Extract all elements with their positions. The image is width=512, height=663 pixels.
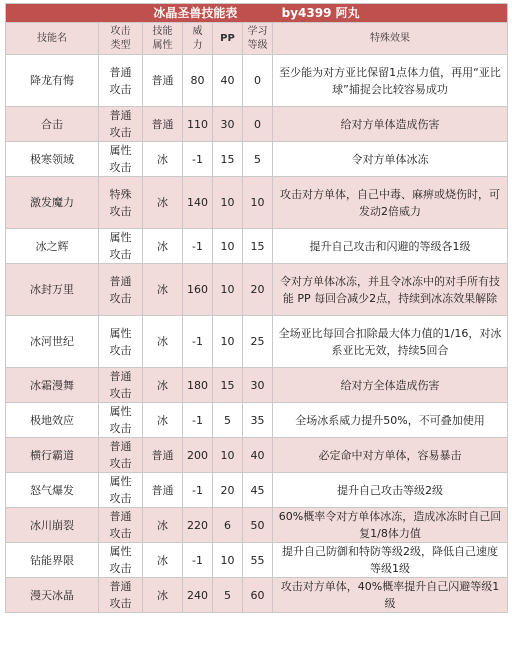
skill-category: 普通 攻击	[99, 368, 143, 403]
table-row	[6, 142, 508, 177]
skill-level: 20	[243, 264, 273, 316]
table-row	[6, 264, 508, 316]
skill-pp: 5	[213, 578, 243, 613]
skill-effect: 攻击对方单体，40%概率提升自己闪避等级1级	[273, 578, 508, 613]
skill-power: 160	[183, 264, 213, 316]
skill-name: 激发魔力	[6, 177, 99, 229]
skill-pp: 15	[213, 368, 243, 403]
skill-level: 50	[243, 508, 273, 543]
skill-power: -1	[183, 403, 213, 438]
skill-category: 属性 攻击	[99, 229, 143, 264]
skill-power: 240	[183, 578, 213, 613]
skill-effect: 提升自己防御和特防等级2级，降低自己速度等级1级	[273, 543, 508, 578]
skill-category: 普通 攻击	[99, 107, 143, 142]
skill-level: 60	[243, 578, 273, 613]
skill-category: 属性 攻击	[99, 316, 143, 368]
skill-pp: 10	[213, 316, 243, 368]
skill-name: 合击	[6, 107, 99, 142]
skill-name: 冰霜漫舞	[6, 368, 99, 403]
table-row	[6, 368, 508, 403]
skill-element: 普通	[143, 55, 183, 107]
skill-name: 冰之辉	[6, 229, 99, 264]
table-row	[6, 229, 508, 264]
skill-category: 普通 攻击	[99, 508, 143, 543]
table-row	[6, 55, 508, 107]
title-row	[6, 4, 508, 23]
skill-level: 35	[243, 403, 273, 438]
skill-table	[5, 3, 508, 613]
skill-level: 15	[243, 229, 273, 264]
header-effect: 特殊效果	[273, 23, 508, 55]
table-row	[6, 543, 508, 578]
skill-category: 特殊 攻击	[99, 177, 143, 229]
table-author: by4399 阿丸	[281, 6, 360, 20]
skill-power: 80	[183, 55, 213, 107]
skill-name: 怒气爆发	[6, 473, 99, 508]
skill-power: 200	[183, 438, 213, 473]
table-row	[6, 473, 508, 508]
header-row	[6, 23, 508, 55]
skill-name: 冰川崩裂	[6, 508, 99, 543]
skill-level: 0	[243, 55, 273, 107]
skill-power: -1	[183, 229, 213, 264]
skill-effect: 攻击对方单体，自己中毒、麻痹或烧伤时，可发动2倍威力	[273, 177, 508, 229]
skill-category: 属性 攻击	[99, 403, 143, 438]
skill-name: 漫天冰晶	[6, 578, 99, 613]
skill-element: 普通	[143, 438, 183, 473]
skill-category: 属性 攻击	[99, 142, 143, 177]
skill-category: 普通 攻击	[99, 578, 143, 613]
skill-effect: 给对方全体造成伤害	[273, 368, 508, 403]
header-name: 技能名	[6, 23, 99, 55]
skill-element: 冰	[143, 368, 183, 403]
skill-level: 45	[243, 473, 273, 508]
skill-power: 110	[183, 107, 213, 142]
skill-pp: 40	[213, 55, 243, 107]
skill-element: 冰	[143, 229, 183, 264]
skill-effect: 60%概率令对方单体冰冻，造成冰冻时自己回复1/8体力值	[273, 508, 508, 543]
table-row	[6, 508, 508, 543]
skill-effect: 令对方单体冰冻，并且令冰冻中的对手所有技能 PP 每回合减少2点，持续到冰冻效果解除	[273, 264, 508, 316]
header-category: 攻击 类型	[99, 23, 143, 55]
skill-level: 25	[243, 316, 273, 368]
skill-effect: 全场亚比每回合扣除最大体力值的1/16，对冰系亚比无效，持续5回合	[273, 316, 508, 368]
skill-effect: 给对方单体造成伤害	[273, 107, 508, 142]
skill-category: 属性 攻击	[99, 473, 143, 508]
skill-name: 横行霸道	[6, 438, 99, 473]
skill-pp: 10	[213, 264, 243, 316]
table-row	[6, 578, 508, 613]
skill-category: 属性 攻击	[99, 543, 143, 578]
skill-level: 30	[243, 368, 273, 403]
skill-pp: 5	[213, 403, 243, 438]
skill-element: 冰	[143, 142, 183, 177]
skill-power: -1	[183, 543, 213, 578]
skill-pp: 10	[213, 229, 243, 264]
title-cell	[6, 4, 508, 23]
skill-element: 冰	[143, 316, 183, 368]
skill-power: -1	[183, 142, 213, 177]
skill-pp: 30	[213, 107, 243, 142]
skill-effect: 至少能为对方亚比保留1点体力值，再用“亚比球”捕捉会比较容易成功	[273, 55, 508, 107]
skill-level: 0	[243, 107, 273, 142]
skill-pp: 10	[213, 438, 243, 473]
skill-power: 140	[183, 177, 213, 229]
skill-effect: 令对方单体冰冻	[273, 142, 508, 177]
skill-name: 钻能界限	[6, 543, 99, 578]
header-element: 技能 属性	[143, 23, 183, 55]
skill-element: 普通	[143, 107, 183, 142]
skill-name: 冰封万里	[6, 264, 99, 316]
table-row	[6, 316, 508, 368]
skill-category: 普通 攻击	[99, 264, 143, 316]
skill-effect: 提升自己攻击等级2级	[273, 473, 508, 508]
skill-element: 冰	[143, 264, 183, 316]
skill-effect: 全场冰系威力提升50%，不可叠加使用	[273, 403, 508, 438]
skill-level: 10	[243, 177, 273, 229]
skill-name: 冰河世纪	[6, 316, 99, 368]
header-level: 学习 等级	[243, 23, 273, 55]
skill-pp: 20	[213, 473, 243, 508]
table-row	[6, 403, 508, 438]
skill-name: 降龙有悔	[6, 55, 99, 107]
table-title: 冰晶圣兽技能表	[153, 6, 238, 20]
skill-table-container	[5, 3, 507, 613]
skill-category: 普通 攻击	[99, 55, 143, 107]
skill-element: 冰	[143, 403, 183, 438]
table-row	[6, 107, 508, 142]
skill-effect: 提升自己攻击和闪避的等级各1级	[273, 229, 508, 264]
skill-level: 5	[243, 142, 273, 177]
skill-name: 极地效应	[6, 403, 99, 438]
skill-effect: 必定命中对方单体，容易暴击	[273, 438, 508, 473]
table-row	[6, 438, 508, 473]
skill-pp: 10	[213, 177, 243, 229]
skill-power: -1	[183, 473, 213, 508]
skill-power: -1	[183, 316, 213, 368]
skill-element: 冰	[143, 543, 183, 578]
skill-pp: 15	[213, 142, 243, 177]
skill-element: 普通	[143, 473, 183, 508]
skill-power: 180	[183, 368, 213, 403]
skill-level: 40	[243, 438, 273, 473]
skill-name: 极寒领域	[6, 142, 99, 177]
skill-element: 冰	[143, 578, 183, 613]
skill-level: 55	[243, 543, 273, 578]
skill-element: 冰	[143, 177, 183, 229]
header-pp: PP	[213, 23, 243, 55]
skill-pp: 6	[213, 508, 243, 543]
skill-category: 普通 攻击	[99, 438, 143, 473]
header-power: 威 力	[183, 23, 213, 55]
skill-element: 冰	[143, 508, 183, 543]
skill-power: 220	[183, 508, 213, 543]
table-row	[6, 177, 508, 229]
skill-pp: 10	[213, 543, 243, 578]
